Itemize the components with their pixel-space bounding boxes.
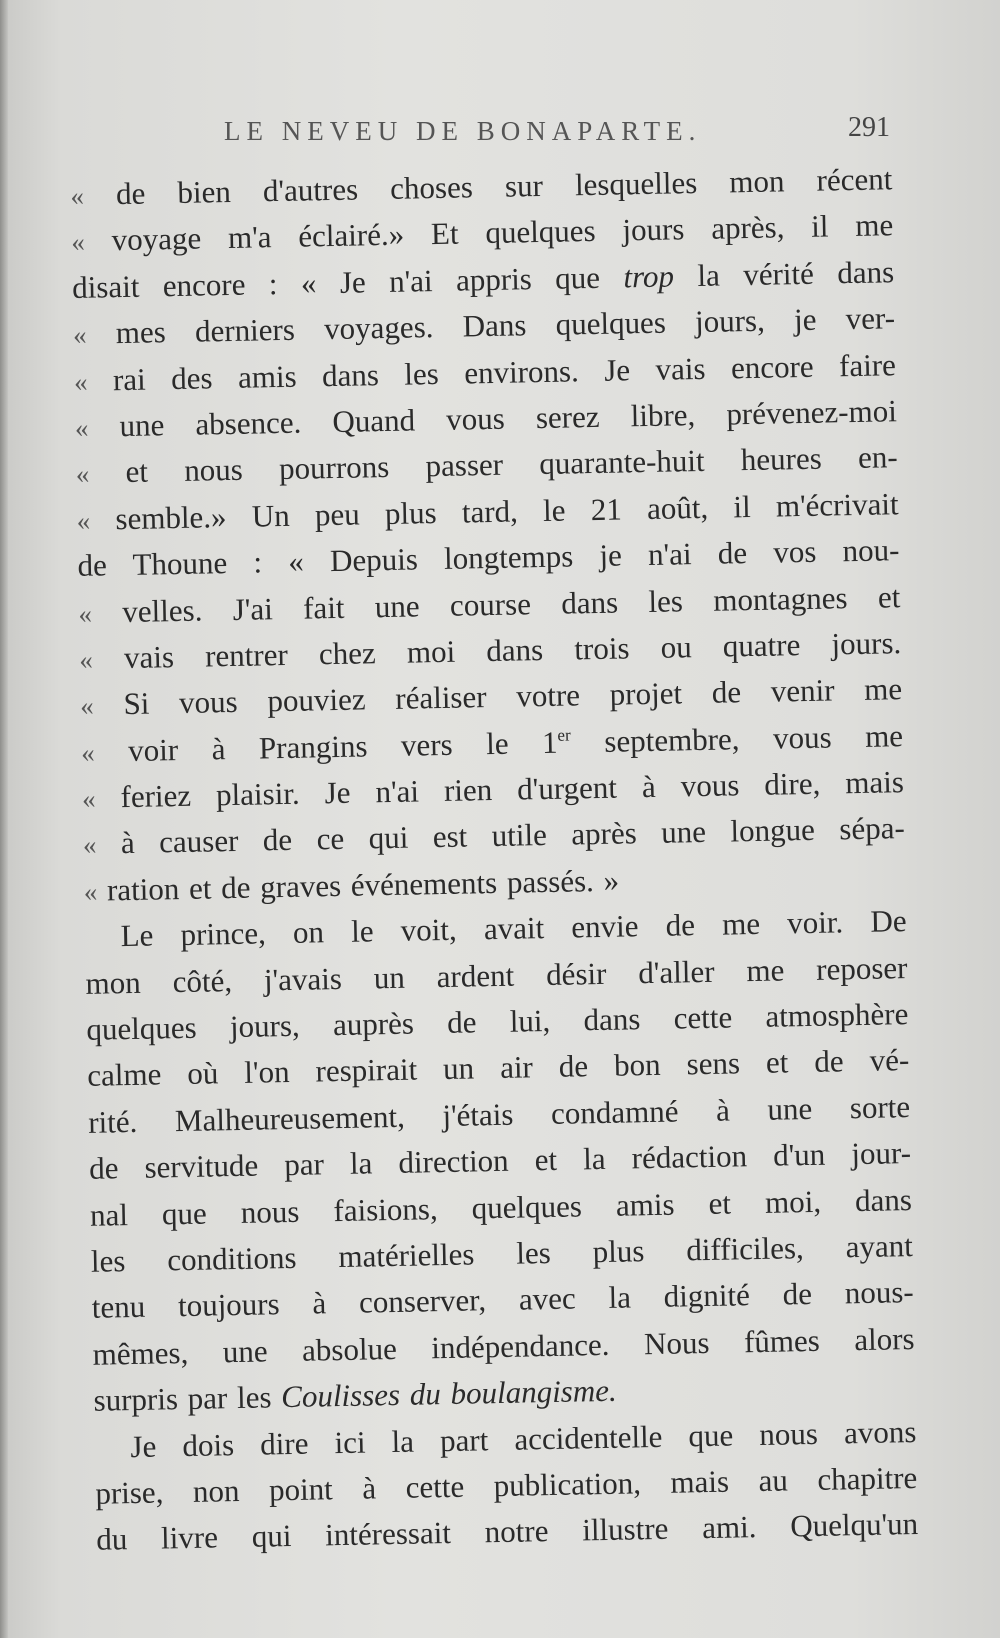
- line-text: feriez plaisir. Je n'ai rien d'urgent à vous dire, mais: [120, 764, 905, 815]
- quote-mark: «: [70, 180, 85, 211]
- quote-mark: «: [80, 737, 95, 768]
- quote-mark: «: [71, 227, 86, 258]
- italic-text: trop: [623, 258, 675, 295]
- body-text: [70, 156, 919, 1563]
- italic-text: Coulisses du boulangisme.: [280, 1372, 618, 1415]
- quote-mark: «: [73, 366, 88, 397]
- line-text: à causer de ce qui est utile après une longue sépa-: [120, 810, 906, 861]
- page-number: 291: [848, 112, 890, 143]
- line-text: disait encore : « Je n'ai appris que: [71, 259, 601, 305]
- line-text: et nous pourrons passer quarante-huit heures en-: [125, 439, 898, 490]
- line-text: mes derniers voyages. Dans quelques jours, je ver-: [115, 300, 896, 351]
- quote-mark: «: [83, 876, 98, 907]
- line-text: ration et de graves événements passés. »: [106, 862, 620, 908]
- line-text: la vérité dans: [697, 253, 895, 293]
- line-text: tenu toujours à conserver, avec la dignité de nous-: [91, 1274, 914, 1326]
- page-header: [224, 112, 904, 152]
- line-text: de bien d'autres choses sur lesquelles mon récent: [115, 161, 893, 212]
- line-text: velles. J'ai fait une course dans les montagnes et: [121, 578, 901, 629]
- quote-mark: «: [72, 319, 87, 351]
- line-text: mon côté, j'avais un ardent désir d'aller me reposer: [85, 949, 908, 1001]
- quote-mark: «: [74, 412, 89, 443]
- quote-mark: «: [79, 690, 95, 722]
- line-text: du livre qui intéressait notre illustre ami. Quelqu'un: [95, 1506, 919, 1558]
- line-text: Le prince, on le voit, avait envie de me voir. De: [120, 903, 907, 954]
- line-text: voyage m'a éclairé.» Et quelques jours après, il me: [111, 207, 894, 258]
- line-text: rai des amis dans les environs. Je vais encore faire: [112, 346, 897, 397]
- line-text: nal que nous faisions, quelques amis et moi, dans: [89, 1181, 913, 1233]
- line-text: quelques jours, auprès de lui, dans cette atmosphère: [86, 996, 909, 1047]
- page-binding-shadow: [0, 0, 8, 1638]
- line-text: de servitude par la direction et la rédaction d'un jour-: [88, 1135, 912, 1187]
- quote-mark: «: [76, 505, 91, 536]
- line-text: voir à Prangins vers le 1: [127, 724, 558, 768]
- line-text: semble.» Un peu plus tard, le 21 août, il m'écrivait: [115, 485, 899, 536]
- line-text: calme où l'on respirait un air de bon sens et de vé-: [87, 1042, 910, 1094]
- line-text: Je dois dire ici la part accidentelle que nous avons: [130, 1413, 917, 1464]
- quote-mark: «: [79, 644, 94, 675]
- quote-mark: «: [82, 830, 97, 861]
- line-text: de Thoune : « Depuis longtemps je n'ai de vos nou-: [77, 532, 900, 584]
- superscript: er: [557, 725, 571, 745]
- line-text: une absence. Quand vous serez libre, prévenez-moi: [119, 393, 898, 444]
- line-text: septembre, vous me: [604, 717, 904, 759]
- line-text: mêmes, une absolue indépendance. Nous fûmes alors: [92, 1320, 915, 1372]
- quote-mark: «: [75, 459, 90, 490]
- quote-mark: «: [78, 598, 93, 629]
- line-text: rité. Malheureusement, j'étais condamné à une sorte: [87, 1088, 911, 1140]
- line-text: Si vous pouviez réaliser votre projet de venir me: [123, 671, 903, 722]
- running-title: LE NEVEU DE BONAPARTE.: [224, 116, 702, 146]
- quote-mark: «: [81, 783, 96, 814]
- line-text: les conditions matérielles les plus difficiles, ayant: [90, 1228, 914, 1279]
- line-text: prise, non point à cette publication, mais au chapitre: [95, 1459, 918, 1511]
- line-text: vais rentrer chez moi dans trois ou quatre jours.: [123, 625, 902, 675]
- line-text: surpris par les: [93, 1379, 272, 1418]
